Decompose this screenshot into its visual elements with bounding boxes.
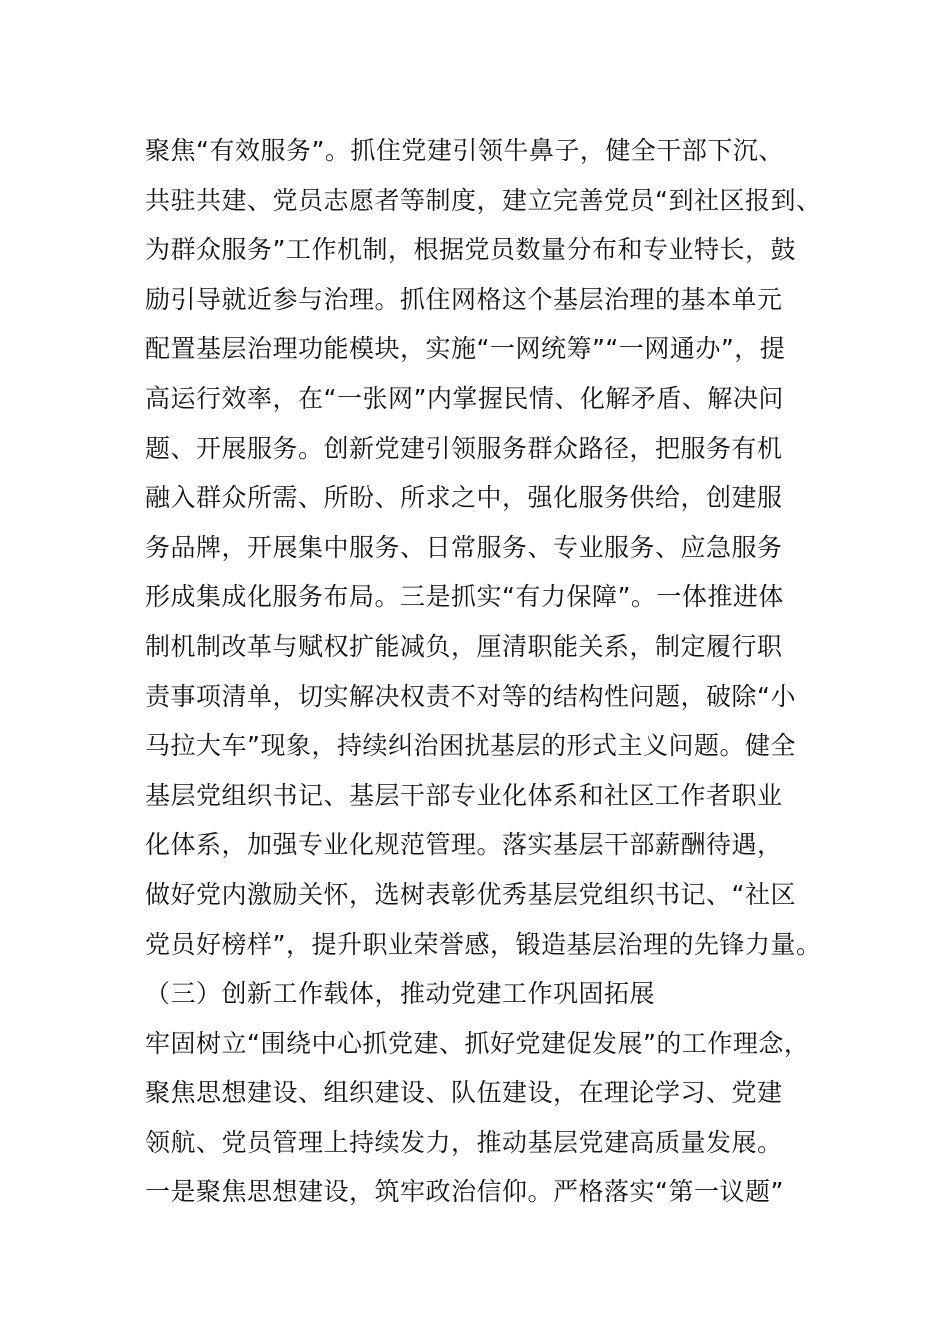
text-line: 一是聚焦思想建设，筑牢政治信仰。严格落实“第一议题”: [145, 1177, 784, 1207]
text-line: 马拉大车”现象，持续纠治困扰基层的形式主义问题。健全: [145, 731, 796, 761]
text-line: 责事项清单，切实解决权责不对等的结构性问题，破除“小: [145, 681, 796, 711]
section-heading: （三）创新工作载体，推动党建工作巩固拓展: [145, 979, 656, 1009]
text-line: 化体系，加强专业化规范管理。落实基层干部薪酬待遇，: [145, 830, 783, 860]
text-line: 励引导就近参与治理。抓住网格这个基层治理的基本单元: [145, 284, 783, 314]
text-line: 做好党内激励关怀，选树表彰优秀基层党组织书记、“社区: [145, 879, 796, 909]
text-line: 为群众服务”工作机制，根据党员数量分布和专业特长，鼓: [145, 235, 796, 265]
text-line: 牢固树立“围绕中心抓党建、抓好党建促发展”的工作理念，: [145, 1028, 810, 1058]
text-line: 基层党组织书记、基层干部专业化体系和社区工作者职业: [145, 780, 783, 810]
text-line: 领航、党员管理上持续发力，推动基层党建高质量发展。: [145, 1127, 783, 1157]
text-line: 党员好榜样”，提升职业荣誉感，锻造基层治理的先锋力量。: [145, 929, 822, 959]
text-line: 融入群众所需、所盼、所求之中，强化服务供给，创建服: [145, 483, 783, 513]
text-line: 高运行效率，在“一张网”内掌握民情、化解矛盾、解决问: [145, 383, 784, 413]
text-line: 形成集成化服务布局。三是抓实“有力保障”。一体推进体: [145, 582, 784, 612]
text-line: 聚焦“有效服务”。抓住党建引领牛鼻子，健全干部下沉、: [145, 136, 784, 165]
text-line: 题、开展服务。创新党建引领服务群众路径，把服务有机: [145, 433, 783, 463]
text-line: 配置基层治理功能模块，实施“一网统筹”“一网通办”，提: [145, 334, 786, 364]
document-body: [145, 126, 845, 1217]
text-line: 聚焦思想建设、组织建设、队伍建设，在理论学习、党建: [145, 1078, 783, 1108]
text-line: 制机制改革与赋权扩能减负，厘清职能关系，制定履行职: [145, 631, 783, 661]
text-line: 务品牌，开展集中服务、日常服务、专业服务、应急服务: [145, 532, 783, 562]
text-line: 共驻共建、党员志愿者等制度，建立完善党员“到社区报到、: [145, 185, 822, 215]
